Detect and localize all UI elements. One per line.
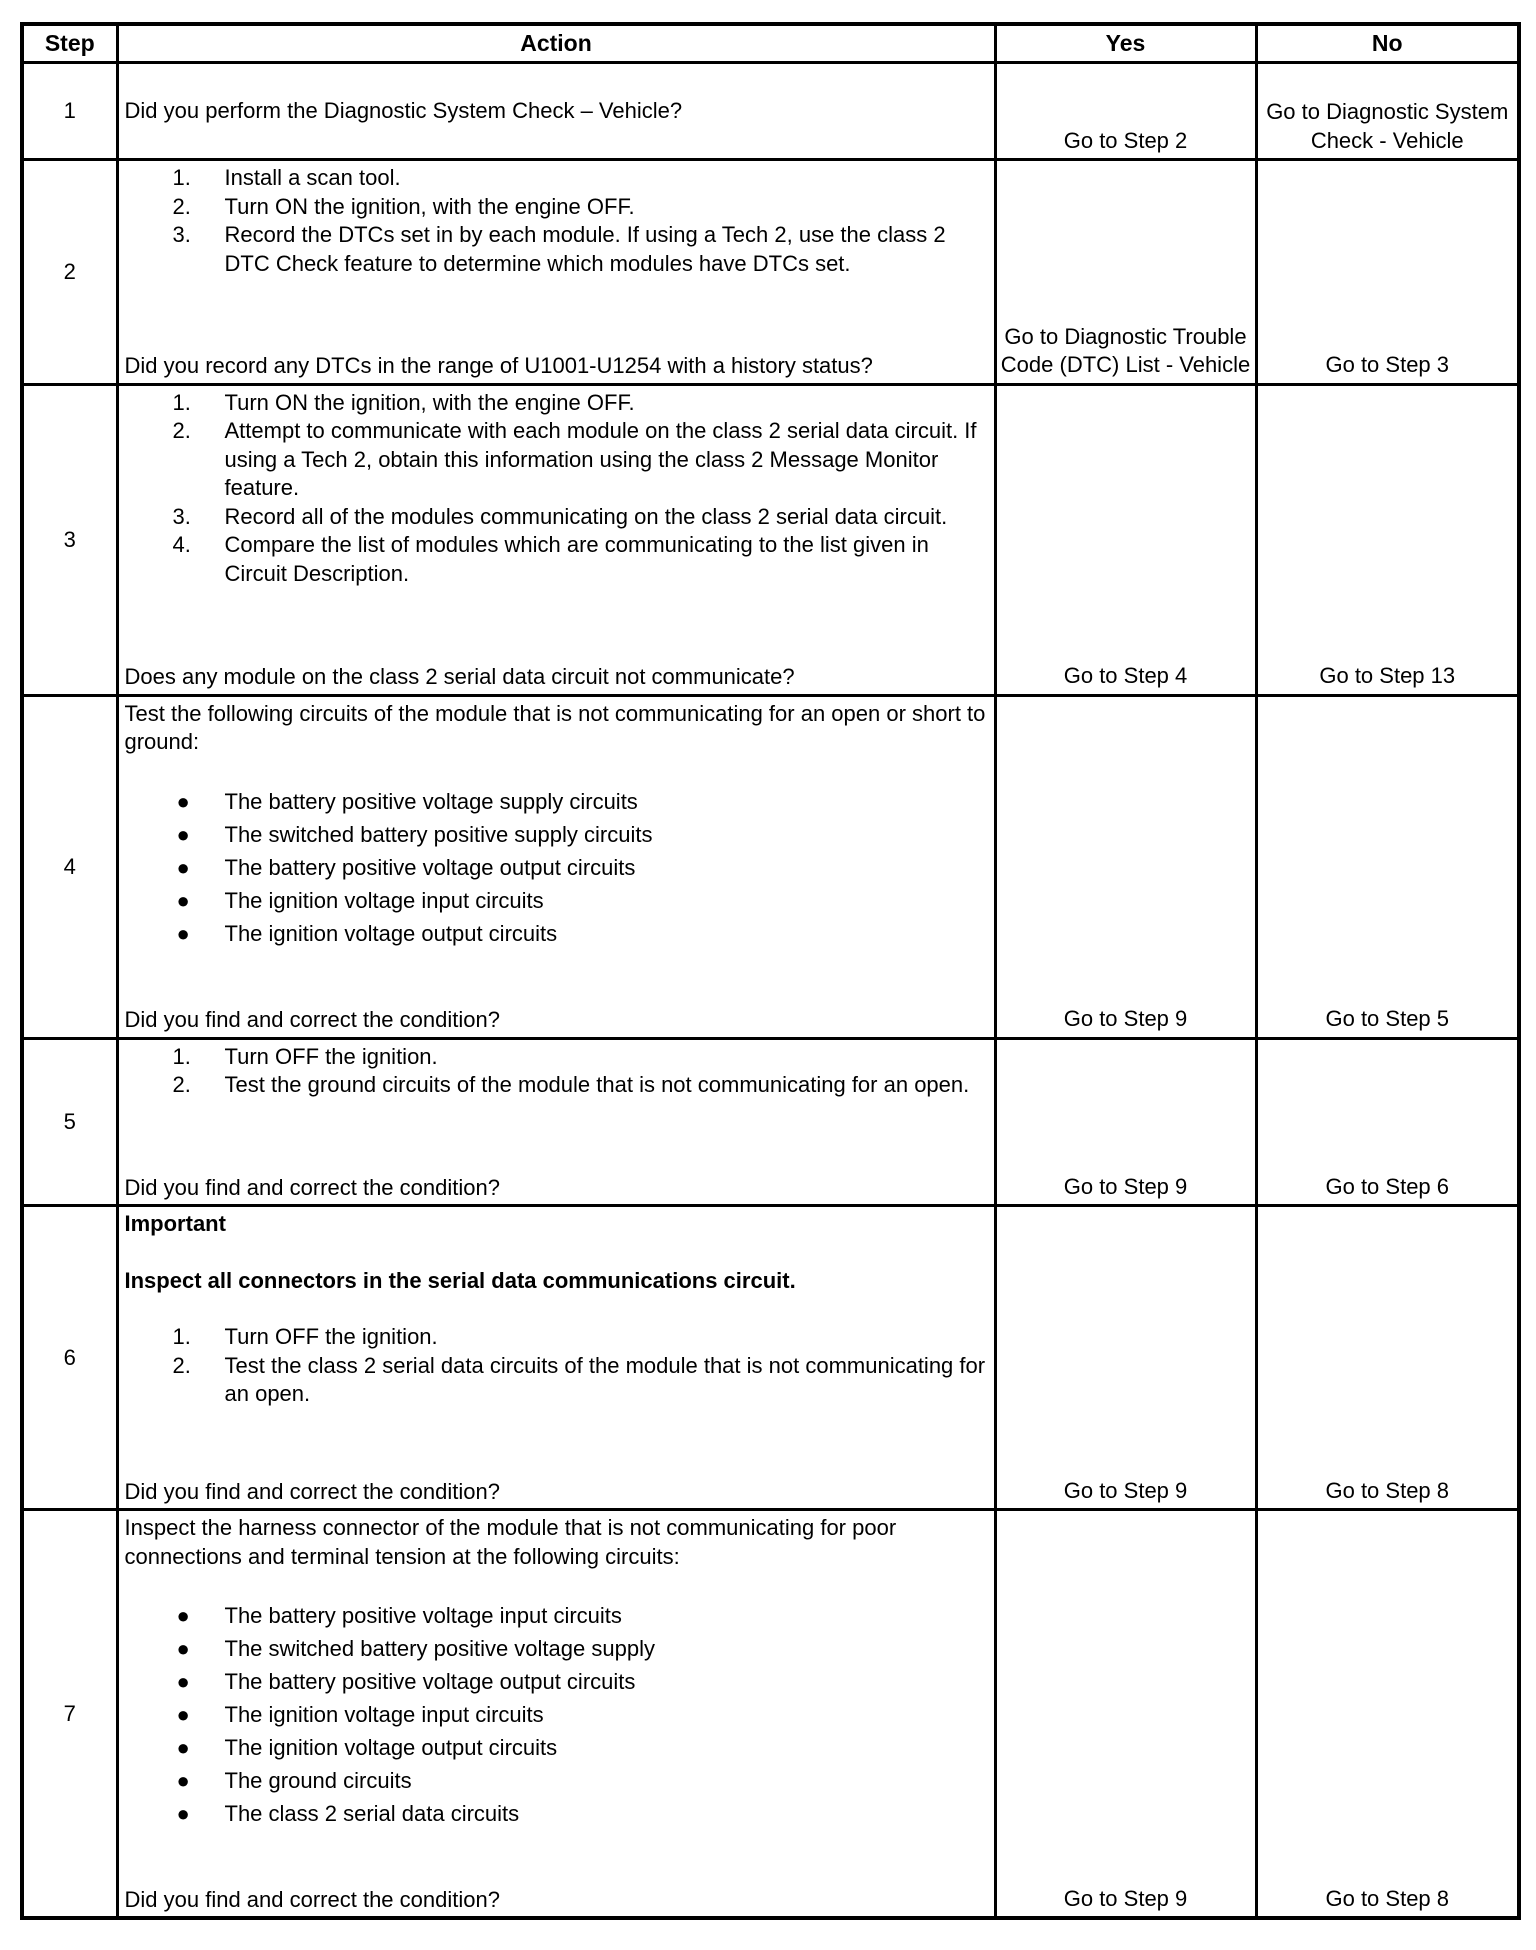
table-row xyxy=(22,63,1519,160)
list-item: ● The battery positive voltage output circuits xyxy=(176,854,636,880)
no-cell: Go to Step 8 xyxy=(1256,1206,1519,1510)
numbered-steps xyxy=(125,164,986,278)
header-row xyxy=(22,24,1519,63)
action-cell xyxy=(117,1038,995,1205)
step-number: 2 xyxy=(22,160,117,385)
action-cell xyxy=(117,695,995,1038)
table-row xyxy=(22,1206,1519,1510)
header-yes: Yes xyxy=(995,24,1256,63)
action-cell xyxy=(117,63,995,160)
list-item: ● The ignition voltage output circuits xyxy=(176,1735,558,1761)
list-item: 2. Test the class 2 serial data circuits of the module that is not communicating for an open. xyxy=(172,1352,986,1407)
table-row xyxy=(22,1510,1519,1918)
yes-cell: Go to Step 9 xyxy=(995,1206,1256,1510)
intro-text: Inspect the harness connector of the module that is not communicating for poor connections and terminal tension at the following circuits: xyxy=(124,1515,897,1569)
question: Did you record any DTCs in the range of U1001-U1254 with a history status? xyxy=(124,353,873,379)
list-item: 1. Turn OFF the ignition. xyxy=(172,1324,438,1350)
list-item: 1. Turn OFF the ignition. xyxy=(172,1043,438,1069)
yes-cell: Go to Step 9 xyxy=(995,1510,1256,1918)
step-number: 7 xyxy=(22,1510,117,1918)
action-cell xyxy=(117,1206,995,1510)
list-item: ● The ground circuits xyxy=(176,1768,412,1794)
yes-cell: Go to Step 2 xyxy=(995,63,1256,160)
yes-cell: Go to Step 4 xyxy=(995,384,1256,695)
list-item: 2. Turn ON the ignition, with the engine OFF. xyxy=(172,193,635,219)
yes-cell: Go to Step 9 xyxy=(995,1038,1256,1205)
table-row xyxy=(22,695,1519,1038)
question: Does any module on the class 2 serial data circuit not communicate? xyxy=(124,664,795,690)
step-number: 4 xyxy=(22,695,117,1038)
no-cell: Go to Step 6 xyxy=(1256,1038,1519,1205)
action-cell xyxy=(117,1510,995,1918)
no-cell: Go to Step 5 xyxy=(1256,695,1519,1038)
list-item: ● The battery positive voltage input circuits xyxy=(176,1603,622,1629)
list-item: ● The switched battery positive voltage supply xyxy=(176,1636,655,1662)
list-item: 3. Record all of the modules communicating on the class 2 serial data circuit. xyxy=(172,503,948,529)
bullet-list xyxy=(125,785,986,950)
numbered-steps xyxy=(125,1043,986,1100)
question: Did you find and correct the condition? xyxy=(124,1478,500,1504)
yes-cell: Go to Diagnostic Trouble Code (DTC) List - Vehicle xyxy=(995,160,1256,385)
no-cell: Go to Step 13 xyxy=(1256,384,1519,695)
action-cell xyxy=(117,384,995,695)
table-row xyxy=(22,384,1519,695)
question: Did you find and correct the condition? xyxy=(124,1886,500,1912)
list-item: ● The class 2 serial data circuits xyxy=(176,1801,520,1827)
list-item: 1. Install a scan tool. xyxy=(172,165,401,191)
question: Did you perform the Diagnostic System Check – Vehicle? xyxy=(124,98,683,124)
step-number: 6 xyxy=(22,1206,117,1510)
list-item: 2. Test the ground circuits of the module that is not communicating for an open. xyxy=(172,1072,970,1098)
numbered-steps xyxy=(125,389,986,589)
important-note: Inspect all connectors in the serial data communications circuit. xyxy=(124,1267,796,1293)
no-cell: Go to Diagnostic System Check - Vehicle xyxy=(1256,63,1519,160)
list-item: 1. Turn ON the ignition, with the engine OFF. xyxy=(172,389,635,415)
list-item: ● The switched battery positive supply circuits xyxy=(176,821,653,847)
question: Did you find and correct the condition? xyxy=(124,1007,500,1033)
question: Did you find and correct the condition? xyxy=(124,1174,500,1200)
yes-cell: Go to Step 9 xyxy=(995,695,1256,1038)
list-item: ● The ignition voltage input circuits xyxy=(176,1702,544,1728)
diagnostic-table xyxy=(20,22,1521,1920)
list-item: ● The battery positive voltage output circuits xyxy=(176,1669,636,1695)
header-action: Action xyxy=(117,24,995,63)
step-number: 3 xyxy=(22,384,117,695)
list-item: 3. Record the DTCs set in by each module. If using a Tech 2, use the class 2 DTC Check feature to determine which modules have DTCs set. xyxy=(172,222,946,276)
list-item: 4. Compare the list of modules which are communicating to the list given in Circuit Description. xyxy=(172,532,929,586)
no-cell: Go to Step 8 xyxy=(1256,1510,1519,1918)
action-cell xyxy=(117,160,995,385)
step-number: 1 xyxy=(22,63,117,160)
list-item: ● The ignition voltage input circuits xyxy=(176,887,544,913)
no-cell: Go to Step 3 xyxy=(1256,160,1519,385)
header-step: Step xyxy=(22,24,117,63)
intro-text: Test the following circuits of the module that is not communicating for an open or short to ground: xyxy=(124,700,986,755)
header-no: No xyxy=(1256,24,1519,63)
list-item: ● The ignition voltage output circuits xyxy=(176,920,558,946)
list-item: 2. Attempt to communicate with each module on the class 2 serial data circuit. If using a Tech 2, obtain this information using the class 2 Message Monitor feature. xyxy=(172,418,977,501)
important-label: Important xyxy=(124,1211,226,1237)
bullet-list xyxy=(125,1599,986,1830)
step-number: 5 xyxy=(22,1038,117,1205)
numbered-steps xyxy=(125,1323,986,1409)
table-row xyxy=(22,1038,1519,1205)
table-row xyxy=(22,160,1519,385)
list-item: ● The battery positive voltage supply circuits xyxy=(176,788,638,814)
